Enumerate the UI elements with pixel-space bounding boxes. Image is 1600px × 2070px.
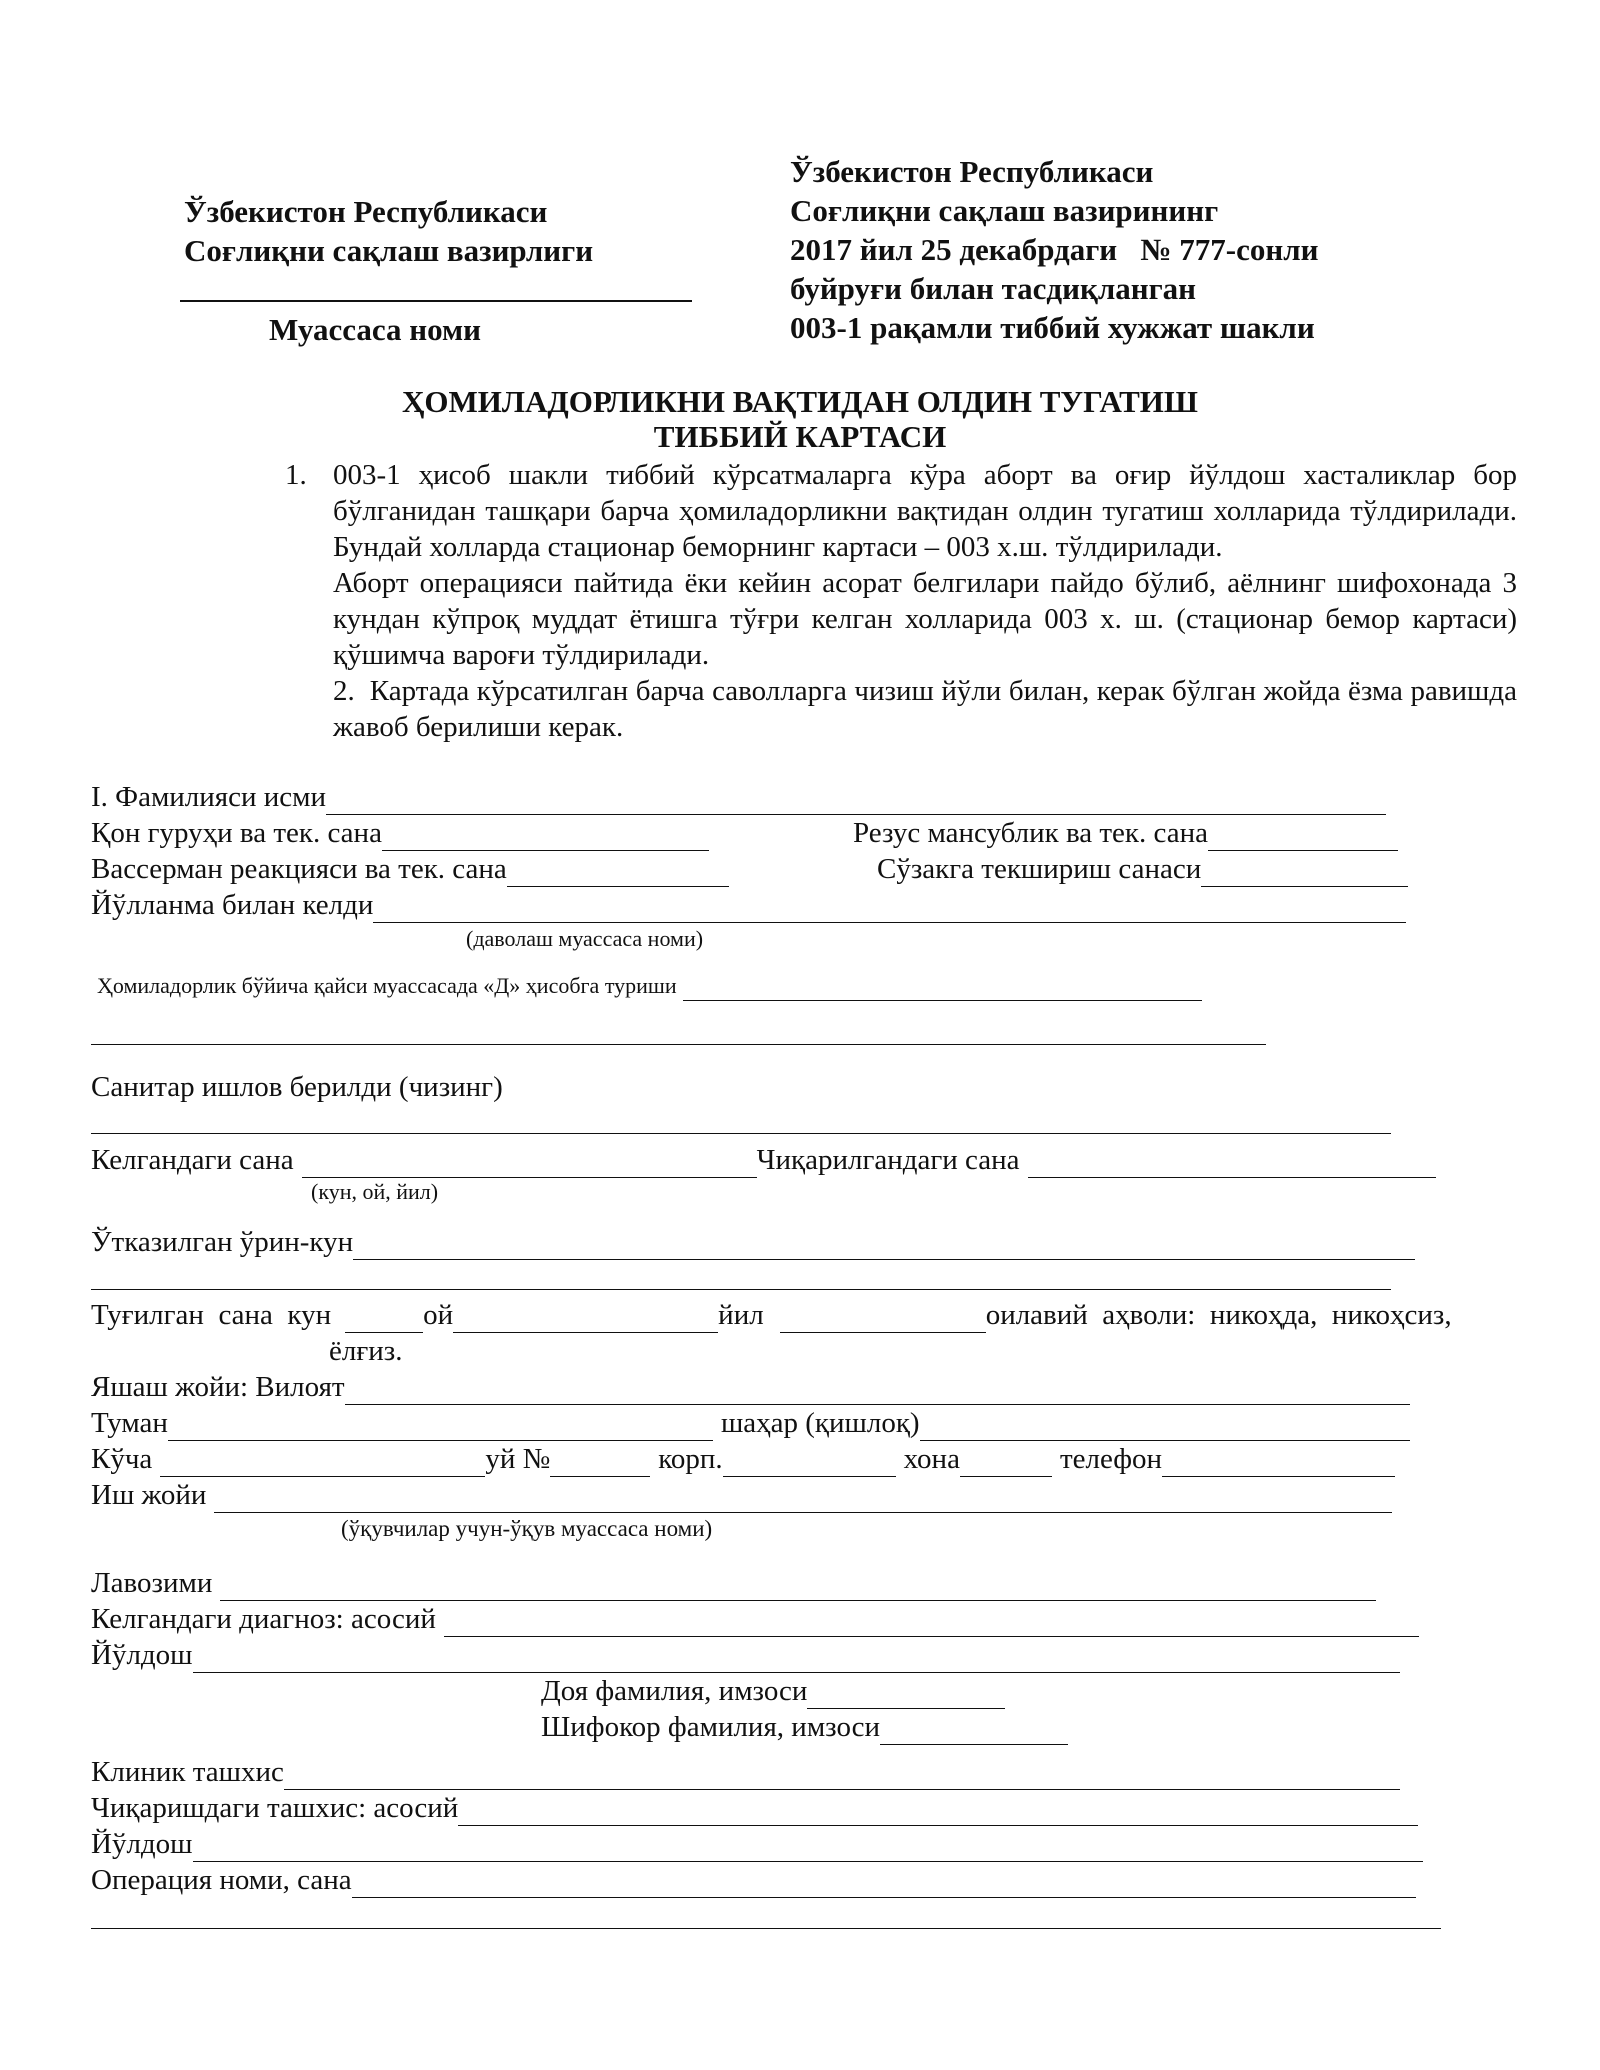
document-title-line-1: ҲОМИЛАДОРЛИКНИ ВАҚТИДАН ОЛДИН ТУГАТИШ <box>402 384 1198 419</box>
field-workplace-label: Иш жойи <box>91 1479 207 1511</box>
field-clinical-diagnosis <box>91 1754 1400 1790</box>
registration-continuation-line[interactable] <box>91 1044 1266 1045</box>
institution-name-line[interactable] <box>180 300 692 302</box>
instructions <box>285 457 1525 745</box>
field-sanitary-label: Санитар ишлов берилди (чизинг) <box>91 1071 503 1103</box>
field-referral <box>91 887 1406 923</box>
field-doctor-signature-blank[interactable] <box>880 1716 1068 1745</box>
form-number-line: 003-1 рақамли тиббий хужжат шакли <box>790 310 1315 345</box>
field-gonorrhea <box>877 851 1408 887</box>
field-arrival-diagnosis <box>91 1601 1419 1637</box>
field-address-row <box>91 1441 1395 1477</box>
field-operation-blank[interactable] <box>352 1869 1416 1898</box>
date-format-note: (кун, ой, йил) <box>311 1179 439 1204</box>
marital-status-label: оилавий аҳволи: никоҳда, никоҳсиз, <box>985 1299 1452 1331</box>
field-district-row <box>91 1405 1410 1441</box>
field-apartment-blank[interactable] <box>960 1448 1052 1477</box>
field-arrival-diagnosis-blank[interactable] <box>444 1608 1419 1637</box>
field-rhesus-blank[interactable] <box>1208 822 1398 851</box>
field-blood-group <box>91 815 709 851</box>
field-wasserman-blank[interactable] <box>507 858 729 887</box>
field-name-blank[interactable] <box>326 786 1386 815</box>
workplace-note: (ўқувчилар учун-ўқув муассаса номи) <box>341 1516 713 1541</box>
field-birth-date <box>91 1297 1452 1333</box>
institution-label: Муассаса номи <box>269 312 481 347</box>
operation-continuation-line[interactable] <box>91 1928 1441 1929</box>
field-building-label: корп. <box>658 1443 723 1475</box>
field-region-label: Яшаш жойи: Вилоят <box>91 1371 345 1403</box>
field-street-blank[interactable] <box>160 1448 485 1477</box>
instruction-1-paragraph-1: 003-1 ҳисоб шакли тиббий кўрсатмаларга кўра аборт ва оғир йўлдош хасталиклар бор бўлганидан ташқари барча ҳомиладорликни вақтидан олдин тугатиш холларида тўлдирилади. Бундай холларда стационар беморнинг картаси – 003 х.ш. тўлдирилади. <box>333 459 1517 563</box>
field-complication-1-blank[interactable] <box>193 1644 1400 1673</box>
field-discharge-diagnosis <box>91 1790 1418 1826</box>
birth-year-blank[interactable] <box>780 1304 986 1333</box>
approval-line-4: буйруғи билан тасдиқланган <box>790 271 1197 306</box>
field-house-label: уй № <box>485 1443 551 1475</box>
field-complication-2-blank[interactable] <box>193 1833 1423 1862</box>
instruction-1-paragraph-2: Аборт операцияси пайтида ёки кейин асорат белгилари пайдо бўлиб, аёлнинг шифохонада 3 кундан кўпроқ муддат ётишга тўғри келган холларида 003 х. ш. (стационар бемор картаси) қўшимча вароғи тўлдирилади. <box>333 567 1517 671</box>
field-street-label: Кўча <box>91 1443 153 1475</box>
field-midwife-label: Доя фамилия, имзоси <box>541 1675 808 1707</box>
field-discharge-diagnosis-blank[interactable] <box>458 1797 1418 1826</box>
field-workplace <box>91 1477 1392 1513</box>
field-registration-blank[interactable] <box>683 978 1202 1001</box>
ministry-name: Соғлиқни сақлаш вазирлиги <box>184 233 594 268</box>
field-house-blank[interactable] <box>550 1448 650 1477</box>
field-operation-label: Операция номи, сана <box>91 1864 352 1896</box>
field-midwife <box>541 1673 1005 1709</box>
field-blood-group-label: Қон гуруҳи ва тек. сана <box>91 817 382 849</box>
field-clinical-diagnosis-blank[interactable] <box>284 1761 1400 1790</box>
field-rhesus-label: Резус мансублик ва тек. сана <box>853 817 1209 849</box>
field-phone-label: телефон <box>1059 1443 1163 1475</box>
field-city-label: шаҳар (қишлоқ) <box>720 1407 920 1439</box>
birth-month-label: ой <box>423 1299 454 1331</box>
birth-month-blank[interactable] <box>453 1304 718 1333</box>
approval-line-2: Соғлиқни сақлаш вазирининг <box>790 193 1219 228</box>
marital-single-option: ёлғиз. <box>329 1335 403 1367</box>
sanitary-answer-line[interactable] <box>91 1133 1391 1134</box>
field-city-blank[interactable] <box>920 1412 1410 1441</box>
field-gonorrhea-label: Сўзакга текшириш санаси <box>877 853 1202 885</box>
field-bed-days-blank[interactable] <box>353 1231 1415 1260</box>
field-position-label: Лавозими <box>91 1567 213 1599</box>
document-title-line-2: ТИББИЙ КАРТАСИ <box>653 419 947 454</box>
field-arrival-date-label: Келгандаги сана <box>91 1144 294 1176</box>
field-building-blank[interactable] <box>723 1448 896 1477</box>
field-bed-days-label: Ўтказилган ўрин-кун <box>91 1226 354 1258</box>
field-phone-blank[interactable] <box>1162 1448 1395 1477</box>
field-complication-2 <box>91 1826 1423 1862</box>
field-complication-1-label: Йўлдош <box>91 1639 193 1671</box>
field-discharge-diagnosis-label: Чиқаришдаги ташхис: асосий <box>91 1792 459 1824</box>
field-bed-days <box>91 1224 1415 1260</box>
field-doctor-label: Шифокор фамилия, имзоси <box>541 1711 881 1743</box>
field-wasserman <box>91 851 729 887</box>
field-position-blank[interactable] <box>220 1572 1376 1601</box>
field-district-blank[interactable] <box>168 1412 713 1441</box>
field-region <box>91 1369 1410 1405</box>
birth-year-label: йил <box>718 1299 764 1331</box>
field-arrival-date <box>91 1142 1436 1178</box>
field-midwife-signature-blank[interactable] <box>807 1680 1005 1709</box>
field-referral-blank[interactable] <box>373 894 1406 923</box>
field-registration <box>97 971 1202 1001</box>
approval-line-1: Ўзбекистон Республикаси <box>790 154 1154 189</box>
field-position <box>91 1565 1376 1601</box>
field-region-blank[interactable] <box>345 1376 1410 1405</box>
field-name-label: I. Фамилияси исми <box>91 781 327 813</box>
field-clinical-diagnosis-label: Клиник ташхис <box>91 1756 284 1788</box>
field-complication-1 <box>91 1637 1400 1673</box>
field-operation <box>91 1862 1416 1898</box>
field-complication-2-label: Йўлдош <box>91 1828 193 1860</box>
bed-days-continuation-line[interactable] <box>91 1289 1391 1290</box>
field-discharge-date-blank[interactable] <box>1028 1149 1436 1178</box>
field-referral-label: Йўлланма билан келди <box>91 889 374 921</box>
field-birth-date-label: Туғилган сана кун <box>91 1299 332 1331</box>
field-arrival-date-blank[interactable] <box>302 1149 757 1178</box>
field-district-label: Туман <box>91 1407 168 1439</box>
field-gonorrhea-blank[interactable] <box>1201 858 1408 887</box>
referral-note: (даволаш муассаса номи) <box>466 926 704 951</box>
ministry-country: Ўзбекистон Республикаси <box>184 194 548 229</box>
birth-day-blank[interactable] <box>345 1304 423 1333</box>
field-arrival-diagnosis-label: Келгандаги диагноз: асосий <box>91 1603 436 1635</box>
instruction-number-1: 1. <box>285 459 307 491</box>
instruction-2: 2. Картада кўрсатилган барча саволларга чизиш йўли билан, керак бўлган жойда ёзма равишда жавоб берилиши керак. <box>333 675 1525 743</box>
approval-line-3: 2017 йил 25 декабрдаги № 777-сонли <box>790 232 1319 267</box>
field-apartment-label: хона <box>903 1443 960 1475</box>
field-discharge-date-label: Чиқарилгандаги сана <box>756 1144 1020 1176</box>
field-wasserman-label: Вассерман реакцияси ва тек. сана <box>91 853 507 885</box>
field-workplace-blank[interactable] <box>214 1484 1392 1513</box>
field-rhesus <box>853 815 1398 851</box>
field-doctor <box>541 1709 1068 1745</box>
field-blood-group-blank[interactable] <box>382 822 709 851</box>
field-registration-label: Ҳомиладорлик бўйича қайси муассасада «Д» ҳисобга туриши <box>97 973 677 998</box>
field-sanitary <box>91 1069 503 1105</box>
field-name <box>91 779 1386 815</box>
